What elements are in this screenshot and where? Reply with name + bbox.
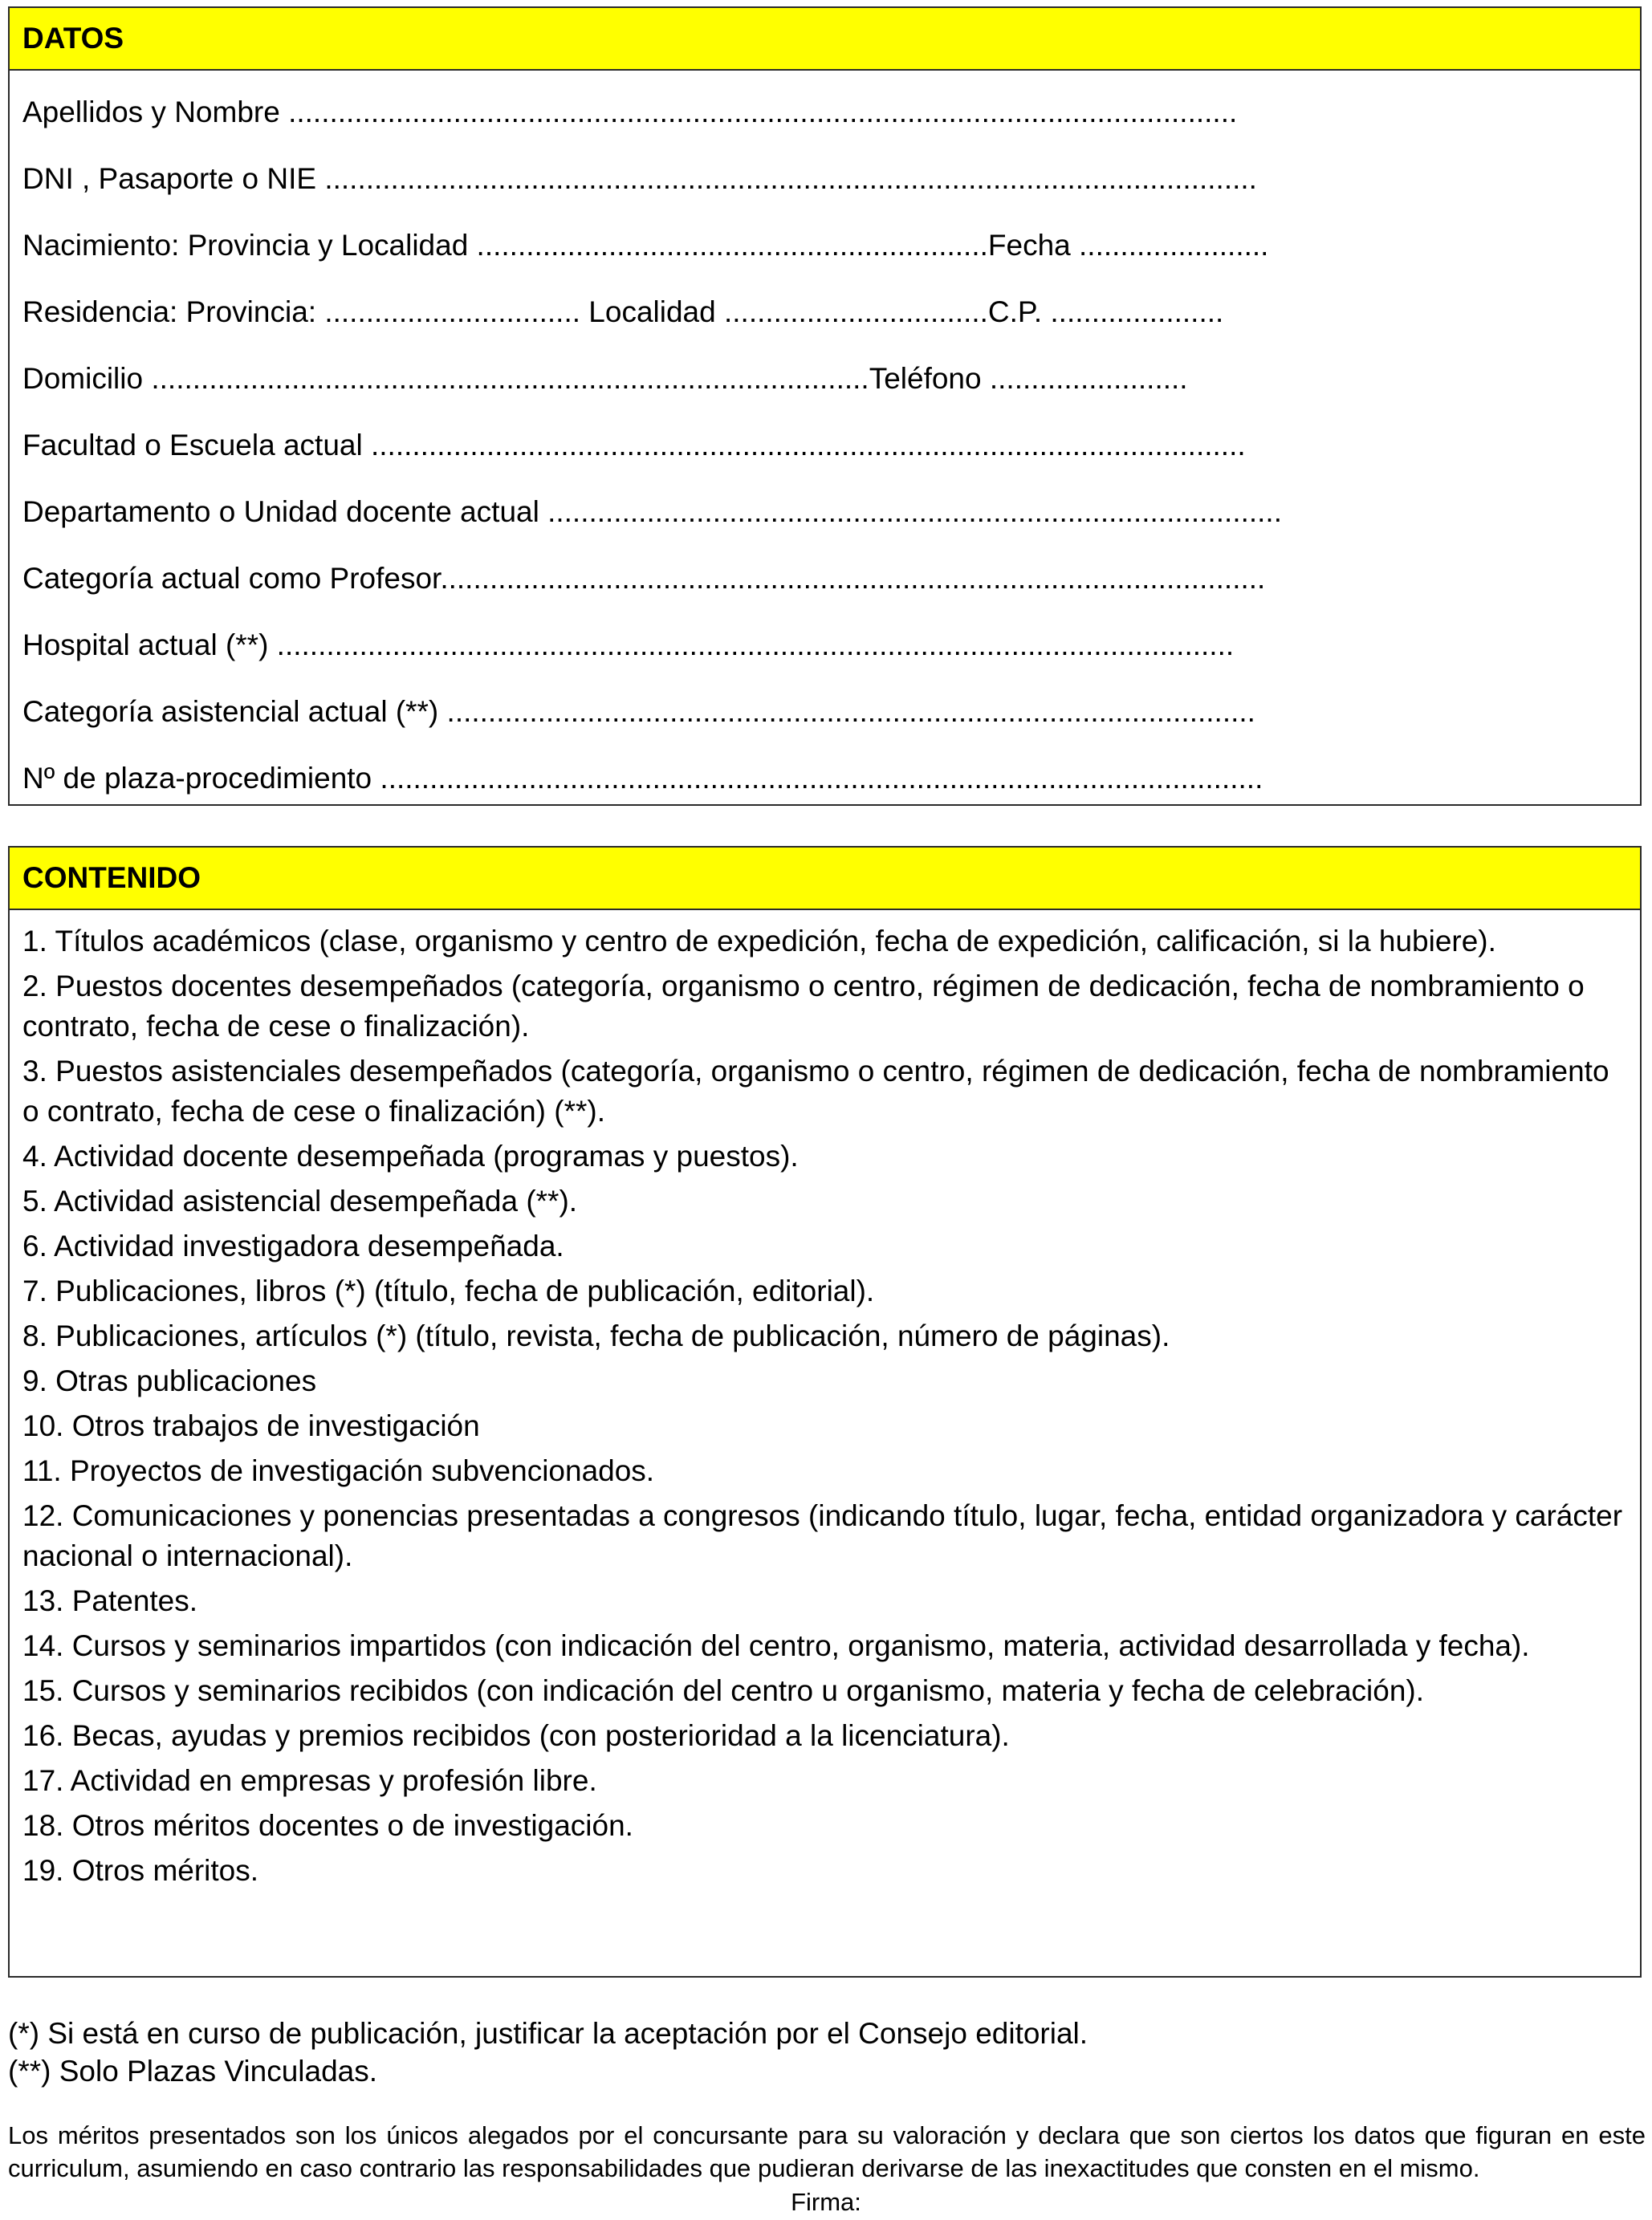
list-item: 17. Actividad en empresas y profesión libre. [22,1764,597,1797]
contenido-list [10,910,1640,1891]
list-item: 19. Otros méritos. [22,1854,259,1887]
list-item: 18. Otros méritos docentes o de investigación. [22,1809,633,1842]
list-item: 14. Cursos y seminarios impartidos (con indicación del centro, organismo, materia, actividad desarrollada y fecha). [22,1629,1530,1662]
field-categoria-asistencial[interactable]: Categoría asistencial actual (**) .................................................................................................. [22,694,1255,728]
list-item: 11. Proyectos de investigación subvencionados. [22,1454,655,1487]
field-apellidos-nombre[interactable]: Apellidos y Nombre ................................................................................................................... [22,95,1238,128]
datos-section [8,6,1642,806]
list-item: 15. Cursos y seminarios recibidos (con indicación del centro u organismo, materia y fecha de celebración). [22,1674,1425,1707]
contenido-section [8,846,1642,1978]
list-item: 12. Comunicaciones y ponencias presentadas a congresos (indicando título, lugar, fecha, entidad organizadora y carácter nacional o internacional). [22,1499,1623,1572]
list-item: 2. Puestos docentes desempeñados (categoría, organismo o centro, régimen de dedicación, fecha de nombramiento o contrato, fecha de cese o finalización). [22,970,1585,1043]
contenido-header: CONTENIDO [10,848,1640,910]
field-categoria-profesor[interactable]: Categoría actual como Profesor.................................................................................................... [22,561,1266,595]
list-item: 16. Becas, ayudas y premios recibidos (con posterioridad a la licenciatura). [22,1719,1010,1752]
declaration-text: Los méritos presentados son los únicos alegados por el concursante para su valoración y declara que son ciertos los datos que figuran en este curriculum, asumiendo en caso contrario las responsabilidades que pudieran derivarse de las inexactitudes que consten en el mismo. [8,2121,1646,2182]
field-domicilio-telefono[interactable]: Domicilio .......................................................................................Teléfono ........................ [22,361,1188,395]
list-item: 6. Actividad investigadora desempeñada. [22,1230,564,1262]
list-item: 10. Otros trabajos de investigación [22,1409,480,1442]
list-item: 7. Publicaciones, libros (*) (título, fecha de publicación, editorial). [22,1275,875,1307]
list-item: 9. Otras publicaciones [22,1364,317,1397]
field-nacimiento[interactable]: Nacimiento: Provincia y Localidad ..............................................................Fecha ....................... [22,228,1269,262]
list-item: 3. Puestos asistenciales desempeñados (categoría, organismo o centro, régimen de dedicación, fecha de nombramiento o contrato, fecha de cese o finalización) (**). [22,1055,1609,1128]
footnote-publicacion: (*) Si está en curso de publicación, justificar la aceptación por el Consejo editorial. [8,2017,1088,2050]
field-departamento[interactable]: Departamento o Unidad docente actual ......................................................................................... [22,494,1282,528]
list-item: 4. Actividad docente desempeñada (programas y puestos). [22,1140,799,1173]
list-item: 1. Títulos académicos (clase, organismo y centro de expedición, fecha de expedición, calificación, si la hubiere). [22,925,1496,958]
signature-label: Firma: [791,2188,861,2216]
footnote-plazas-vinculadas: (**) Solo Plazas Vinculadas. [8,2055,378,2088]
datos-header: DATOS [10,8,1640,71]
field-hospital[interactable]: Hospital actual (**) .................................................................................................................... [22,628,1235,661]
datos-fields [10,79,1640,811]
field-facultad-escuela[interactable]: Facultad o Escuela actual .......................................................................................................... [22,428,1246,461]
list-item: 13. Patentes. [22,1584,198,1617]
list-item: 8. Publicaciones, artículos (*) (título, revista, fecha de publicación, número de páginas). [22,1319,1170,1352]
field-residencia[interactable]: Residencia: Provincia: ............................... Localidad ................................C.P. ..................... [22,295,1224,328]
footnotes [8,2015,1642,2090]
field-plaza-procedimiento[interactable]: Nº de plaza-procedimiento ........................................................................................................... [22,761,1263,795]
field-dni-pasaporte-nie[interactable]: DNI , Pasaporte o NIE ................................................................................................................. [22,161,1257,195]
list-item: 5. Actividad asistencial desempeñada (**). [22,1185,578,1218]
